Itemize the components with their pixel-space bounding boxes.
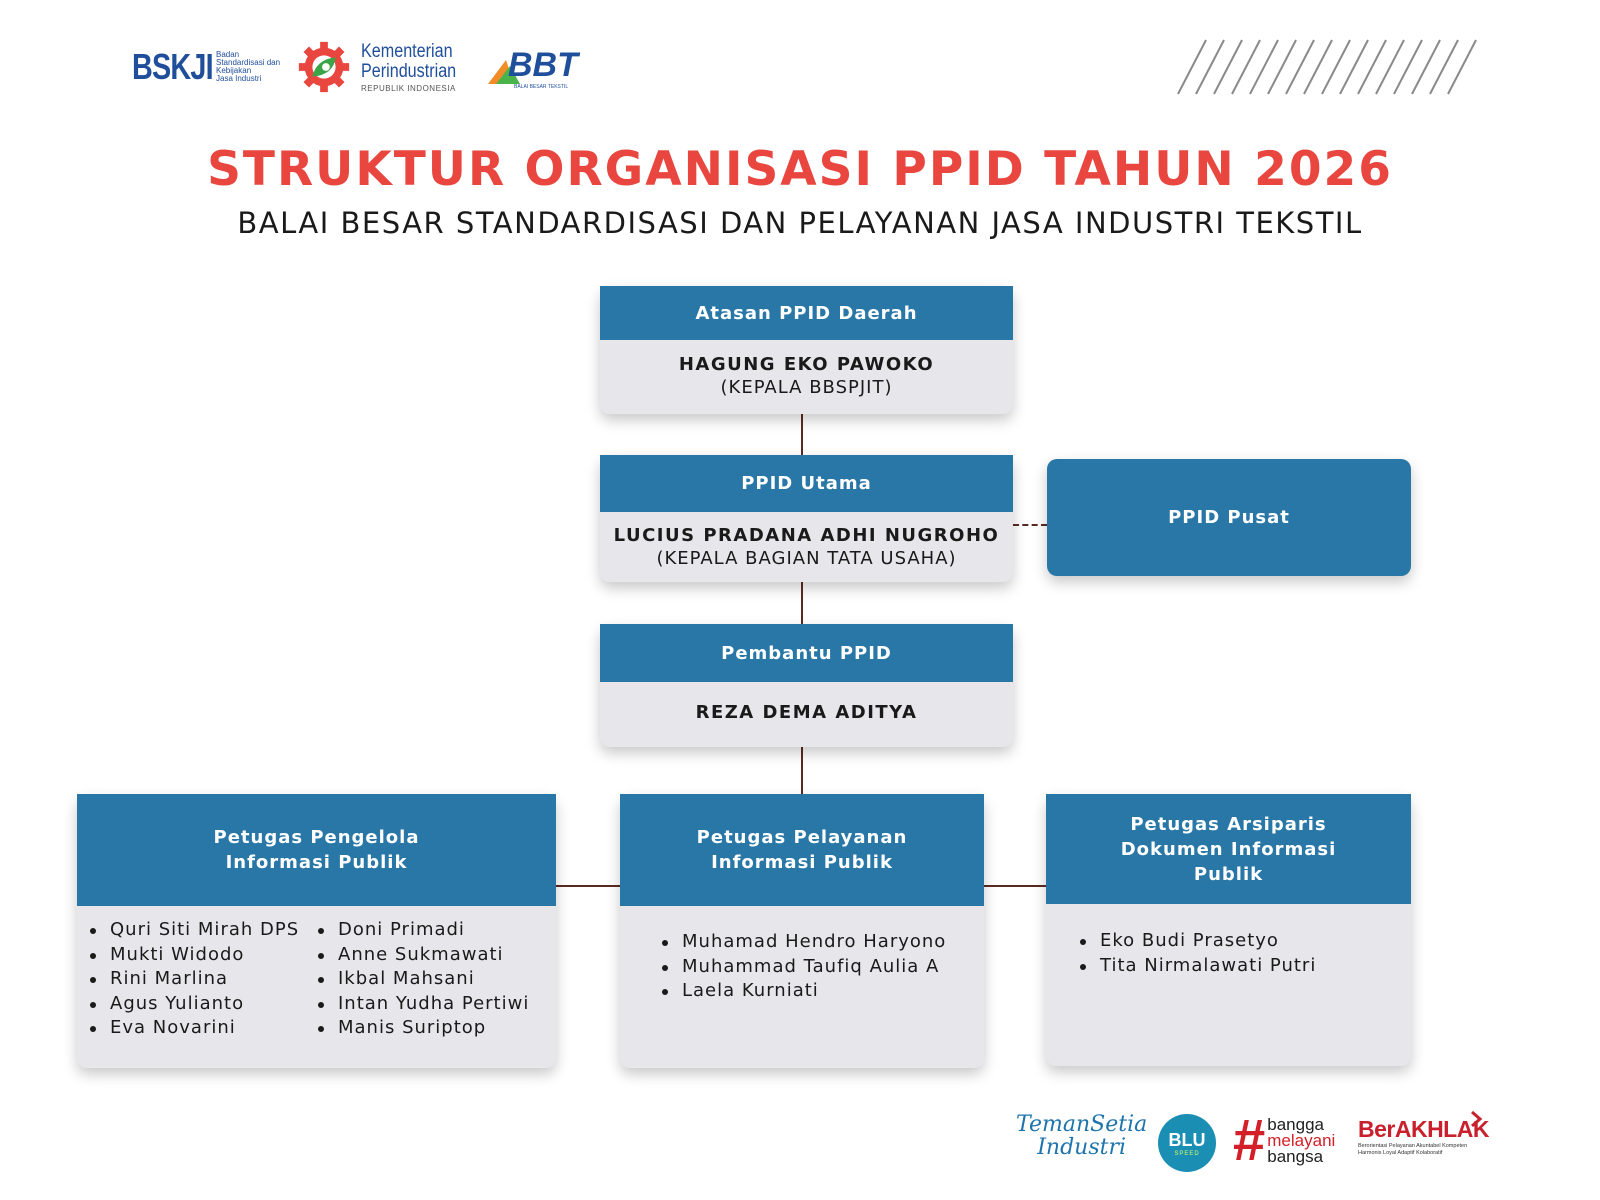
bskji-logo-subtext — [216, 51, 296, 83]
teman-setia-industri-logo — [1016, 1113, 1147, 1159]
gear-leaf-icon — [295, 38, 353, 96]
bskji-sub-line: Kebijakan — [216, 66, 252, 75]
connector-pengelola-pelayanan — [556, 885, 620, 887]
connector-pembantu-petugas — [801, 747, 803, 795]
bbt-logo — [486, 40, 578, 92]
kemenperin-line3: REPUBLIK INDONESIA — [361, 83, 456, 93]
list-item: Manis Suriptop — [314, 1016, 529, 1041]
list-item: Quri Siti Mirah DPS — [86, 918, 314, 943]
list-item: Laela Kurniati — [658, 979, 984, 1004]
decorative-hatch-lines — [1178, 40, 1488, 94]
connector-utama-pembantu — [801, 582, 803, 624]
ppid-pusat-box — [1047, 459, 1411, 576]
connector-atasan-utama — [801, 414, 803, 456]
ppid-utama-name: LUCIUS PRADANA ADHI NUGROHO — [613, 525, 1000, 546]
kemenperin-logo — [295, 38, 473, 96]
chevron-right-icon — [1470, 1110, 1482, 1128]
bbt-logo-subtext: BALAI BESAR TEKSTIL — [514, 84, 569, 90]
arsiparis-heading-line: Publik — [1193, 863, 1264, 885]
pengelola-heading-line: Informasi Publik — [225, 852, 408, 873]
pelayanan-heading — [620, 794, 984, 906]
kemenperin-line2: Perindustrian — [361, 60, 457, 82]
arsiparis-member-list — [1046, 904, 1411, 978]
bskji-logo-word: BSKJI — [132, 46, 213, 87]
kemenperin-line1: Kementerian — [361, 40, 453, 62]
arsiparis-box — [1046, 794, 1411, 1066]
berakhlak-sub: Harmonis Loyal Adaptif Kolaboratif — [1358, 1150, 1443, 1156]
blu-word: BLU — [1168, 1129, 1206, 1150]
teman-line: Industri — [1037, 1135, 1126, 1160]
pengelola-heading-line: Petugas Pengelola — [213, 827, 420, 848]
bbt-logo-word: BBT — [508, 46, 578, 84]
list-item: Eko Budi Prasetyo — [1076, 929, 1411, 954]
pengelola-member-list-left — [86, 918, 314, 1041]
ppid-utama-heading: PPID Utama — [600, 455, 1013, 512]
ppid-pusat-heading: PPID Pusat — [1168, 507, 1290, 528]
bskji-sub-line: Standardisasi dan — [216, 58, 281, 67]
connector-utama-pusat — [1013, 524, 1047, 526]
berakhlak-word: BerAKHLAK — [1358, 1116, 1489, 1142]
list-item: Eva Novarini — [86, 1016, 314, 1041]
bangga-line: bangga — [1267, 1115, 1324, 1134]
list-item: Doni Primadi — [314, 918, 529, 943]
pembantu-ppid-name: REZA DEMA ADITYA — [695, 702, 918, 723]
pelayanan-heading-line: Petugas Pelayanan — [696, 827, 908, 848]
arsiparis-heading — [1046, 794, 1411, 904]
list-item: Intan Yudha Pertiwi — [314, 992, 529, 1017]
atasan-ppid-heading: Atasan PPID Daerah — [600, 286, 1013, 340]
list-item: Rini Marlina — [86, 967, 314, 992]
teman-line: TemanSetia — [1016, 1112, 1148, 1137]
arsiparis-heading-line: Dokumen Informasi — [1120, 838, 1337, 860]
bangga-line: melayani — [1267, 1131, 1336, 1150]
bangga-melayani-bangsa-logo — [1233, 1108, 1336, 1173]
pengelola-box — [77, 794, 556, 1068]
pelayanan-box — [620, 794, 984, 1068]
page-title: STRUKTUR ORGANISASI PPID TAHUN 2026 — [207, 142, 1393, 197]
list-item: Tita Nirmalawati Putri — [1076, 954, 1411, 979]
ppid-utama-box — [600, 455, 1013, 582]
bskji-sub-line: Jasa Industri — [216, 74, 262, 83]
atasan-ppid-role: (KEPALA BBSPJIT) — [720, 377, 893, 398]
atasan-ppid-box — [600, 286, 1013, 414]
list-item: Muhammad Taufiq Aulia A — [658, 955, 984, 980]
arsiparis-heading-line: Petugas Arsiparis — [1130, 813, 1327, 835]
list-item: Ikbal Mahsani — [314, 967, 529, 992]
pelayanan-heading-line: Informasi Publik — [711, 852, 893, 873]
hashtag-icon: # — [1233, 1108, 1266, 1173]
blu-sub: SPEED — [1174, 1150, 1200, 1157]
bskji-logo — [132, 46, 296, 88]
bangga-line: bangsa — [1267, 1147, 1324, 1166]
pengelola-heading — [77, 794, 556, 906]
page-subtitle: BALAI BESAR STANDARDISASI DAN PELAYANAN JASA INDUSTRI TEKSTIL — [237, 206, 1363, 240]
ppid-utama-role: (KEPALA BAGIAN TATA USAHA) — [656, 548, 957, 569]
connector-pelayanan-arsiparis — [984, 885, 1046, 887]
list-item: Muhamad Hendro Haryono — [658, 930, 984, 955]
bskji-sub-line: Badan — [216, 50, 240, 59]
pengelola-member-list-right — [314, 918, 529, 1041]
pembantu-ppid-heading: Pembantu PPID — [600, 624, 1013, 682]
pembantu-ppid-box — [600, 624, 1013, 747]
list-item: Anne Sukmawati — [314, 943, 529, 968]
list-item: Mukti Widodo — [86, 943, 314, 968]
blu-speed-logo — [1158, 1114, 1216, 1172]
berakhlak-sub: Berorientasi Pelayanan Akuntabel Kompeten — [1358, 1143, 1468, 1149]
pelayanan-member-list — [620, 906, 984, 1004]
atasan-ppid-name: HAGUNG EKO PAWOKO — [678, 354, 935, 375]
list-item: Agus Yulianto — [86, 992, 314, 1017]
